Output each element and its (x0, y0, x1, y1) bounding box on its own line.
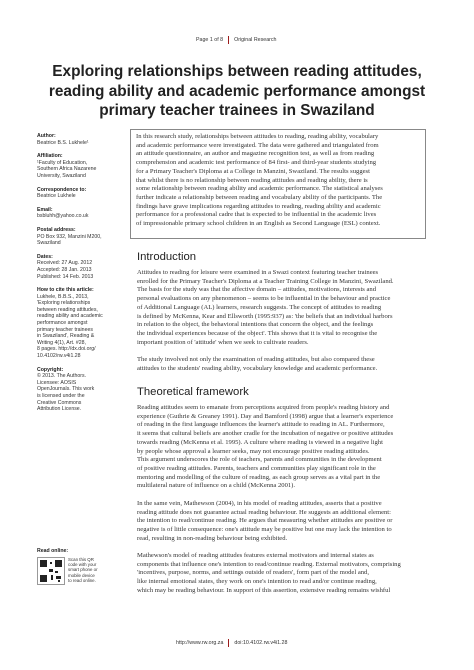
doi-link[interactable]: doi:10.4102.rw.v4i1.28 (234, 639, 288, 646)
qr-text-line: code with your (68, 562, 97, 568)
qr-text-line: smart phone or (68, 567, 98, 573)
author-name: Beatrice B.S. Lukhele¹ (37, 139, 89, 146)
copyright-line: OpenJournals. This work (37, 386, 95, 393)
postal-line: Swaziland (37, 240, 61, 247)
text-line: enrolled for the Primary Teacher's Diploma at a Teacher Training College in Manzini, Swaziland. (137, 277, 394, 285)
article-sidebar (37, 133, 114, 420)
affiliation-line: ¹Faculty of Education, (37, 159, 88, 166)
copyright-line: Attribution License. (37, 406, 82, 413)
theory-paragraph-3 (137, 552, 426, 596)
email-label: Email: (37, 206, 53, 213)
abstract-line: some relationship between reading ability and academic performance. The statistical analyses (136, 185, 383, 193)
correspondence-label: Correspondence to: (37, 186, 87, 193)
qr-text-line: Scan this QR (68, 557, 94, 562)
text-line: Reading attitudes seem to emanate from perceptions acquired from people's reading history and (137, 404, 390, 411)
text-line: components that influence one's intention to read/continue reading. External motivators, comprising (137, 560, 401, 568)
theory-paragraph-1 (137, 404, 426, 491)
copyright-block (37, 367, 114, 413)
correspondence-block (37, 187, 114, 200)
abstract-line: findings have grave implications regarding attitudes to reading, reading ability and academic (136, 202, 381, 210)
page-label: Page 1 of 8 (196, 36, 224, 43)
citation-line: 'Exploring relationships (37, 300, 91, 307)
text-line: mentoring and modelling of the culture of reading, as each group serves as a vital part in the (137, 473, 381, 481)
affiliation-label: Affiliation: (37, 153, 63, 160)
citation-line: performance amongst (37, 320, 88, 327)
email-block (37, 207, 114, 220)
theory-paragraph-2 (137, 500, 426, 544)
title-line: Exploring relationships between reading attitudes, (52, 63, 422, 80)
citation-line[interactable]: 8 pages. http://dx.doi.org/ (37, 346, 96, 353)
abstract-line: comprehension and academic test performance of 84 first- and third-year students studying (136, 159, 377, 167)
abstract-line: and academic performance were investigated. The data were gathered and triangulated from (136, 141, 379, 149)
text-line: negative is of little consequence: one's attitude may be positive but one may lack the intention to (137, 526, 392, 534)
abstract-box (130, 129, 426, 239)
text-line: it seems that cultural beliefs are another cradle for the incubation of negative or positive attitudes (137, 430, 394, 438)
abstract-line: for a Primary Teacher's Diploma at a College in Manzini, Swaziland. The results suggest (136, 167, 370, 175)
abstract-line: of impressionable primary school children in an English as Second Language (ESL) context. (136, 220, 381, 228)
qr-instructions (68, 557, 98, 585)
affiliation-line: Southern Africa Nazarene (37, 166, 97, 173)
affiliation-line: University, Swaziland (37, 172, 86, 179)
date-line: Received: 27 Aug. 2012 (37, 260, 93, 267)
text-line: reading attitude does not guarantee actual reading behaviour. He suggests an additional element: (137, 508, 391, 516)
citation-block (37, 287, 114, 360)
text-line: Mathewson's model of reading attitudes features external motivators and internal states as (137, 552, 374, 559)
read-online-block (37, 548, 117, 585)
dates-block (37, 254, 114, 280)
text-line: multilateral nature of influence on a child (McKenna 2001). (137, 482, 296, 490)
introduction-paragraph-1 (137, 269, 426, 347)
qr-text-line: mobile device (68, 572, 95, 578)
postal-label: Postal address: (37, 226, 76, 233)
affiliation-block (37, 153, 114, 179)
article-title (0, 62, 474, 121)
postal-block (37, 227, 114, 247)
header-divider (228, 36, 229, 44)
text-line: in relation to the object, the behavioral intentions that concern the object, and the feelings (137, 321, 374, 329)
author-label: Author: (37, 133, 56, 139)
citation-line: Writing 4(1), Art. #28, (37, 339, 86, 346)
date-line: Published: 14 Feb. 2013 (37, 273, 94, 280)
citation-line: Lukhele, B.B.S., 2013, (37, 293, 89, 300)
postal-line: PO Box 932, Manzini M200, (37, 233, 102, 240)
title-line: primary teacher trainees in Swaziland (99, 102, 375, 119)
theoretical-framework-heading: Theoretical framework (137, 386, 249, 398)
text-line: experience (Guthrie & Greaney 1991). Day and Bamford (1998) argue that a learner's experience (137, 412, 394, 420)
text-line: This argument underscores the role of teachers, parents and communities in the development (137, 456, 382, 464)
qr-code-icon[interactable] (37, 557, 65, 585)
abstract-line: that whilst there is no relationship between reading attitudes and reading ability, there is (136, 176, 368, 184)
text-line: The study involved not only the examination of reading attitudes, but also compared these (137, 356, 375, 363)
title-line: reading ability and academic performance amongst (48, 82, 426, 100)
date-line: Accepted: 28 Jan. 2013 (37, 266, 92, 273)
text-line: important position of 'attitude' when we seek to cultivate readers. (137, 338, 309, 346)
text-line: attitudes to the students' reading ability, vocabulary knowledge and academic performance. (137, 364, 378, 372)
text-line: by people whose approval a learner seeks, may not encourage positive reading attitudes. (137, 447, 370, 455)
text-line: of reading in the first language influences the learner's attitude to reading in AL. Furthermore, (137, 421, 385, 429)
journal-url-link[interactable]: http://www.rw.org.za (176, 639, 224, 646)
citation-line: reading ability and academic (37, 313, 103, 320)
text-line: the intention to read/continue reading. He argues that measuring whether attitudes are positive or (137, 517, 393, 525)
author-block (37, 133, 114, 146)
abstract-line: further indicate a relationship between reading and vocabulary ability of the participants. The (136, 193, 383, 201)
text-line: like internal emotional states, they work on one's intention to read and/or continue reading, (137, 578, 377, 586)
text-line: In the same vein, Mathewson (2004), in his model of reading attitudes, asserts that a positive (137, 500, 382, 507)
abstract-line: an attitude questionnaire, an author and magazine recognition test, as well as from reading (136, 150, 375, 158)
abstract-line: In this research study, relationships between attitudes to reading, reading ability, vocabulary (136, 133, 379, 140)
text-line: which may be reading behaviour. In support of this assertion, extensive reading remains wishful (137, 586, 391, 594)
text-line: is defined by McKenna, Kear and Ellsworth (1995:937) as: 'the beliefs that an individual harbors (137, 312, 393, 320)
email-link[interactable]: bsbluhh@yahoo.co.uk (37, 213, 89, 220)
page-header (196, 34, 277, 45)
text-line: of Additional Language (AL) learners, research suggests. The concept of attitudes to reading (137, 303, 382, 311)
introduction-paragraph-2 (137, 356, 426, 373)
dates-label: Dates: (37, 253, 53, 260)
introduction-heading: Introduction (137, 251, 197, 263)
text-line: The basis for the study was that the affective domain – attitudes, motivations, interests and (137, 286, 377, 294)
section-label: Original Research (234, 36, 277, 43)
qr-text-line: to read online. (68, 577, 96, 583)
citation-line: primary teacher trainees (37, 326, 93, 333)
copyright-line: Licensee: AOSIS (37, 379, 77, 386)
citation-label: How to cite this article: (37, 287, 94, 294)
abstract-line: performance for a professional cadre that is expected to be influential in the academic lives (136, 211, 377, 219)
read-online-label: Read online: (37, 548, 69, 554)
correspondence-name: Beatrice Lukhele (37, 193, 76, 200)
text-line: the individual experiences because of the object'. This shows that it is vital to recognise the (137, 329, 378, 337)
footer-divider (228, 639, 229, 647)
text-line: read, resulting in non-reading behaviour being exhibited. (137, 534, 288, 542)
copyright-label: Copyright: (37, 366, 64, 373)
text-line: of positive reading attitudes. Parents, teachers and communities play significant role in the (137, 464, 376, 472)
copyright-line: is licensed under the (37, 393, 85, 399)
text-line: 'incentives, purpose, norms, and settings outside of readers', form part of the model and, (137, 569, 370, 577)
page-footer (176, 637, 287, 648)
citation-line: between reading attitudes, (37, 306, 98, 313)
copyright-line: © 2013. The Authors. (37, 373, 87, 380)
citation-line: in Swaziland', Reading & (37, 333, 95, 340)
citation-line[interactable]: 10.4102/rw.v4i1.28 (37, 353, 81, 360)
copyright-line: Creative Commons (37, 399, 82, 406)
text-line: Attitudes to reading for leisure were examined in a Swazi context featuring teacher trainees (137, 269, 379, 276)
text-line: towards reading (McKenna et al. 1995). A culture where reading is viewed in a negative light (137, 438, 383, 446)
text-line: personal evaluations on any phenomenon – seems to be influential in the behaviour and practice (137, 295, 391, 303)
